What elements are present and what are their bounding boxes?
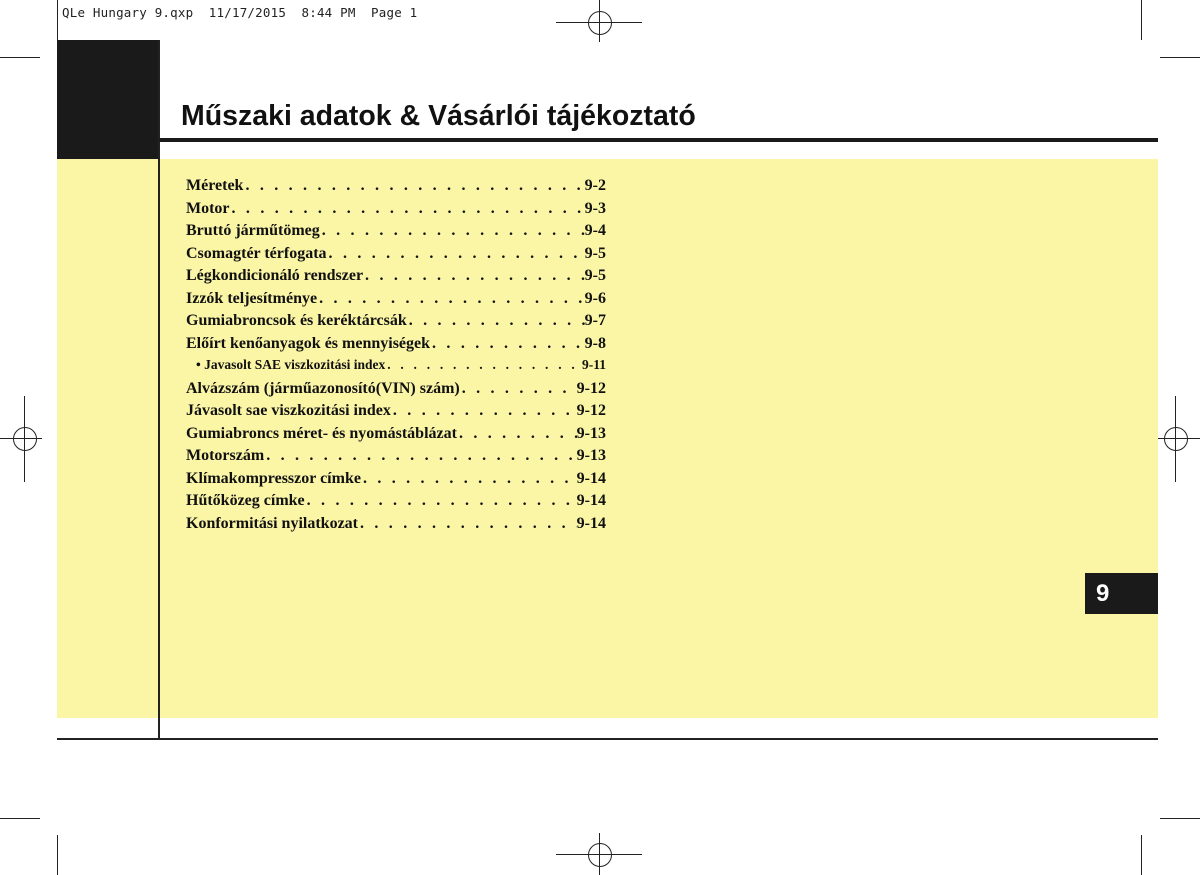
- toc-entry-label: Előírt kenőanyagok és mennyiségek: [186, 334, 431, 352]
- toc-entry[interactable]: [186, 425, 606, 448]
- crop-mark: [0, 57, 40, 58]
- toc-entry-page: 9-12: [576, 379, 606, 397]
- toc-leader-dots: [460, 380, 577, 398]
- toc-entry[interactable]: [186, 267, 606, 290]
- toc-entry-label: Méretek: [186, 177, 244, 194]
- toc-entry-label: Gumiabroncsok és keréktárcsák: [186, 312, 407, 329]
- toc-entry-page: 9-3: [584, 199, 606, 217]
- toc-entry-label: Izzók teljesítménye: [186, 289, 318, 307]
- crop-mark: [0, 818, 40, 819]
- toc-leader-dots: [363, 267, 585, 285]
- toc-leader-dots: [358, 515, 577, 533]
- toc-entry-label: Csomagtér térfogata: [186, 244, 327, 262]
- toc-leader-dots: [305, 492, 577, 510]
- toc-entry[interactable]: [186, 222, 606, 245]
- toc-entry[interactable]: [186, 357, 606, 380]
- toc-entry[interactable]: [186, 470, 606, 493]
- toc-entry-page: 9-14: [576, 492, 606, 509]
- print-slug-line: QLe Hungary 9.qxp 11/17/2015 8:44 PM Page 1: [62, 5, 418, 20]
- toc-leader-dots: [385, 357, 582, 373]
- toc-entry-label: Motor: [186, 199, 230, 217]
- toc-leader-dots: [430, 335, 585, 353]
- toc-entry[interactable]: [186, 312, 606, 335]
- toc-entry[interactable]: [186, 290, 606, 313]
- toc-entry-label: Konformitási nyilatkozat: [186, 514, 358, 532]
- corner-block: [57, 40, 159, 159]
- toc-entry-label: Bruttó járműtömeg: [186, 222, 320, 239]
- toc-entry-label: Klímakompresszor címke: [186, 469, 361, 487]
- title-underline: [159, 138, 1158, 142]
- bottom-rule: [57, 738, 1158, 740]
- toc-entry-page: 9-11: [581, 357, 606, 372]
- toc-entry-label: Motorszám: [186, 447, 265, 464]
- toc-leader-dots: [264, 447, 576, 465]
- toc-entry-page: 9-14: [576, 514, 606, 532]
- toc-entry-label: • Javasolt SAE viszkozitási index: [196, 357, 386, 372]
- margin-rule: [158, 40, 160, 740]
- toc-entry[interactable]: [186, 402, 606, 425]
- toc-entry[interactable]: [186, 245, 606, 268]
- toc-entry-label: Gumiabroncs méret- és nyomástáblázat: [186, 424, 457, 442]
- toc-leader-dots: [457, 425, 577, 443]
- chapter-tab: 9: [1085, 573, 1158, 614]
- toc-leader-dots: [391, 402, 577, 420]
- toc-leader-dots: [320, 222, 585, 240]
- toc-entry[interactable]: [186, 492, 606, 515]
- toc-entry-page: 9-14: [576, 469, 606, 487]
- toc-entry-page: 9-5: [584, 244, 606, 262]
- toc-leader-dots: [243, 177, 584, 195]
- toc-entry-label: Légkondicionáló rendszer: [186, 267, 364, 284]
- toc-entry[interactable]: [186, 447, 606, 470]
- toc-entry-label: Alvázszám (járműazonosító(VIN) szám): [186, 379, 460, 397]
- toc-entry-page: 9-2: [584, 177, 606, 194]
- toc-entry-page: 9-4: [584, 222, 606, 239]
- toc-entry-page: 9-13: [576, 424, 606, 442]
- crop-mark: [57, 835, 58, 875]
- toc-leader-dots: [361, 470, 577, 488]
- crop-mark: [1141, 0, 1142, 40]
- toc-entry[interactable]: [186, 200, 606, 223]
- toc-entry[interactable]: [186, 515, 606, 538]
- toc-entry[interactable]: [186, 380, 606, 403]
- crop-mark: [1160, 57, 1200, 58]
- toc-entry-page: 9-6: [584, 289, 606, 307]
- toc-entry-page: 9-7: [584, 312, 606, 329]
- toc-entry-label: Jávasolt sae viszkozitási index: [186, 402, 391, 419]
- chapter-title: Műszaki adatok & Vásárlói tájékoztató: [181, 100, 696, 132]
- toc-entry[interactable]: [186, 177, 606, 200]
- toc-leader-dots: [317, 290, 585, 308]
- toc-entry-label: Hűtőközeg címke: [186, 492, 305, 509]
- crop-mark: [57, 0, 58, 40]
- toc-entry-page: 9-13: [576, 447, 606, 464]
- crop-mark: [1160, 818, 1200, 819]
- toc-entry[interactable]: [186, 335, 606, 358]
- crop-mark: [1141, 835, 1142, 875]
- toc-leader-dots: [407, 312, 585, 330]
- toc-leader-dots: [327, 245, 585, 263]
- toc-leader-dots: [230, 200, 585, 218]
- toc-entry-page: 9-8: [584, 334, 606, 352]
- table-of-contents: [186, 177, 606, 537]
- toc-entry-page: 9-5: [584, 267, 606, 284]
- toc-entry-page: 9-12: [576, 402, 606, 419]
